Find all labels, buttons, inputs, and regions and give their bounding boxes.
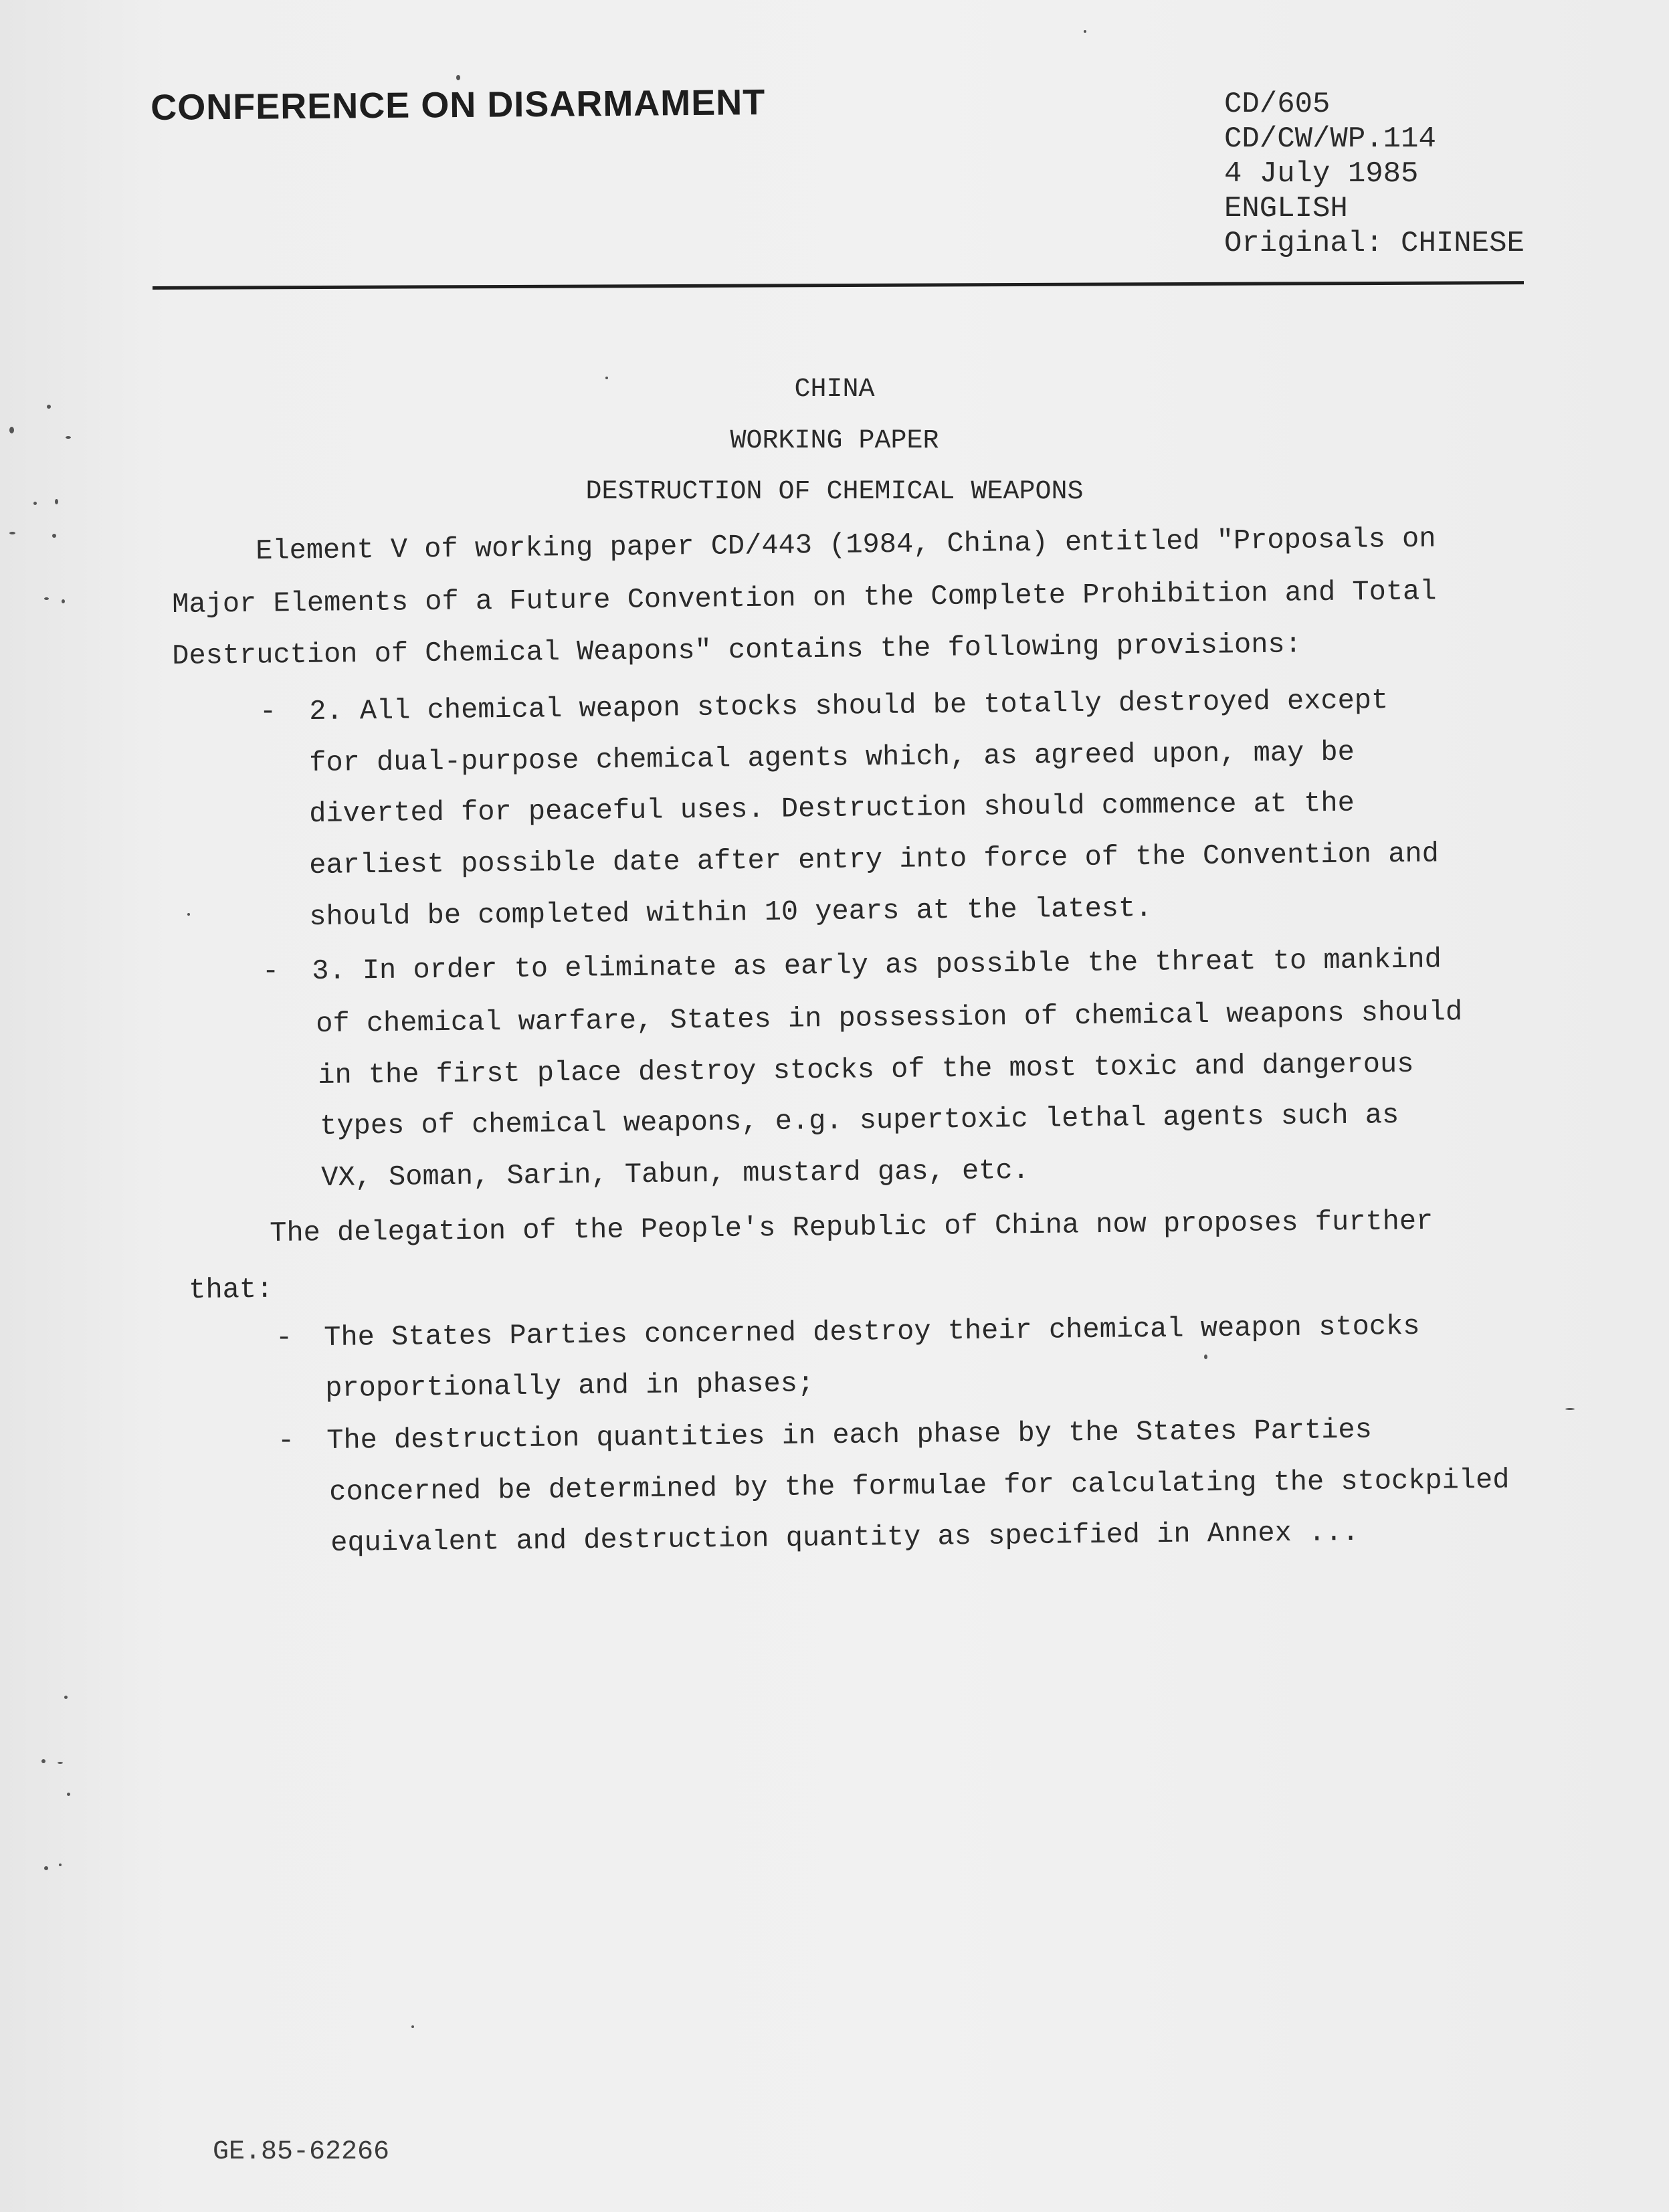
header-rule [153, 281, 1524, 290]
scan-speck [33, 502, 37, 505]
intro-line: Major Elements of a Future Convention on the Complete Prohibition and Total [172, 575, 1437, 621]
provision-3-line: in the first place destroy stocks of the most toxic and dangerous [318, 1047, 1414, 1092]
proposal-2-line: concerned be determined by the formulae for calculating the stockpiled [329, 1464, 1510, 1508]
intro-line: Destruction of Chemical Weapons" contains the following provisions: [172, 628, 1302, 672]
provision-3-bullet: - [262, 955, 280, 987]
document-symbol-secondary: CD/CW/WP.114 [1224, 122, 1436, 156]
provision-2-bullet: - [260, 696, 277, 728]
provision-2-line: for dual-purpose chemical agents which, as agreed upon, may be [309, 736, 1355, 779]
scan-speck [58, 1762, 63, 1764]
scan-speck [411, 2025, 414, 2028]
scan-speck [1084, 30, 1086, 33]
proposal-2-line: equivalent and destruction quantity as specified in Annex ... [330, 1516, 1359, 1559]
scan-speck [9, 427, 14, 433]
proposal-1-line: proportionally and in phases; [325, 1367, 815, 1405]
provision-2-line: diverted for peaceful uses. Destruction should commence at the [309, 787, 1355, 830]
provision-2-line: earliest possible date after entry into force of the Convention and [309, 837, 1440, 882]
proposal-intro-line: that: [189, 1273, 274, 1306]
provision-2-line: 2. All chemical weapon stocks should be totally destroyed except [309, 684, 1389, 728]
scan-speck [47, 405, 51, 409]
scan-speck [9, 532, 15, 534]
scan-speck [66, 436, 71, 439]
scan-speck [64, 1696, 68, 1699]
country-heading: CHINA [794, 375, 875, 405]
scan-speck [41, 1759, 45, 1763]
provision-3-line: VX, Soman, Sarin, Tabun, mustard gas, etc. [321, 1154, 1030, 1194]
subject-heading: DESTRUCTION OF CHEMICAL WEAPONS [585, 477, 1084, 507]
scan-speck [62, 599, 65, 603]
document-symbol: CD/605 [1224, 88, 1331, 121]
scan-speck [605, 377, 608, 379]
proposal-2-line: The destruction quantities in each phase by the States Parties [326, 1413, 1373, 1457]
scan-speck [52, 534, 56, 538]
provision-3-line: 3. In order to eliminate as early as possible the threat to mankind [312, 943, 1442, 987]
document-language: ENGLISH [1224, 192, 1348, 225]
scan-speck [67, 1793, 70, 1796]
intro-line: Element V of working paper CD/443 (1984, China) entitled "Proposals on [256, 522, 1436, 567]
provision-3-line: of chemical warfare, States in possession of chemical weapons should [316, 996, 1463, 1040]
provision-2-line: should be completed within 10 years at the latest. [309, 892, 1153, 933]
document-symbol-block [1224, 87, 1525, 261]
scan-speck [44, 1866, 48, 1870]
conference-title: CONFERENCE ON DISARMAMENT [151, 82, 766, 128]
scan-speck [59, 1864, 62, 1866]
document-original-language: Original: CHINESE [1224, 227, 1525, 260]
scan-speck [1204, 1354, 1207, 1359]
proposal-1-bullet: - [276, 1322, 293, 1354]
proposal-2-bullet: - [278, 1425, 295, 1457]
scan-speck [55, 499, 58, 504]
scan-speck [456, 75, 460, 80]
proposal-intro-line: The delegation of the People's Republic of China now proposes further [270, 1205, 1434, 1249]
paper-type-heading: WORKING PAPER [730, 426, 939, 456]
scan-speck [1565, 1408, 1575, 1410]
footer-job-number: GE.85-62266 [213, 2137, 390, 2167]
provision-3-line: types of chemical weapons, e.g. supertoxic lethal agents such as [320, 1099, 1399, 1142]
proposal-1-line: The States Parties concerned destroy their chemical weapon stocks [324, 1310, 1420, 1354]
scan-speck [44, 597, 49, 600]
scan-speck [187, 913, 190, 916]
document-date: 4 July 1985 [1224, 157, 1419, 191]
